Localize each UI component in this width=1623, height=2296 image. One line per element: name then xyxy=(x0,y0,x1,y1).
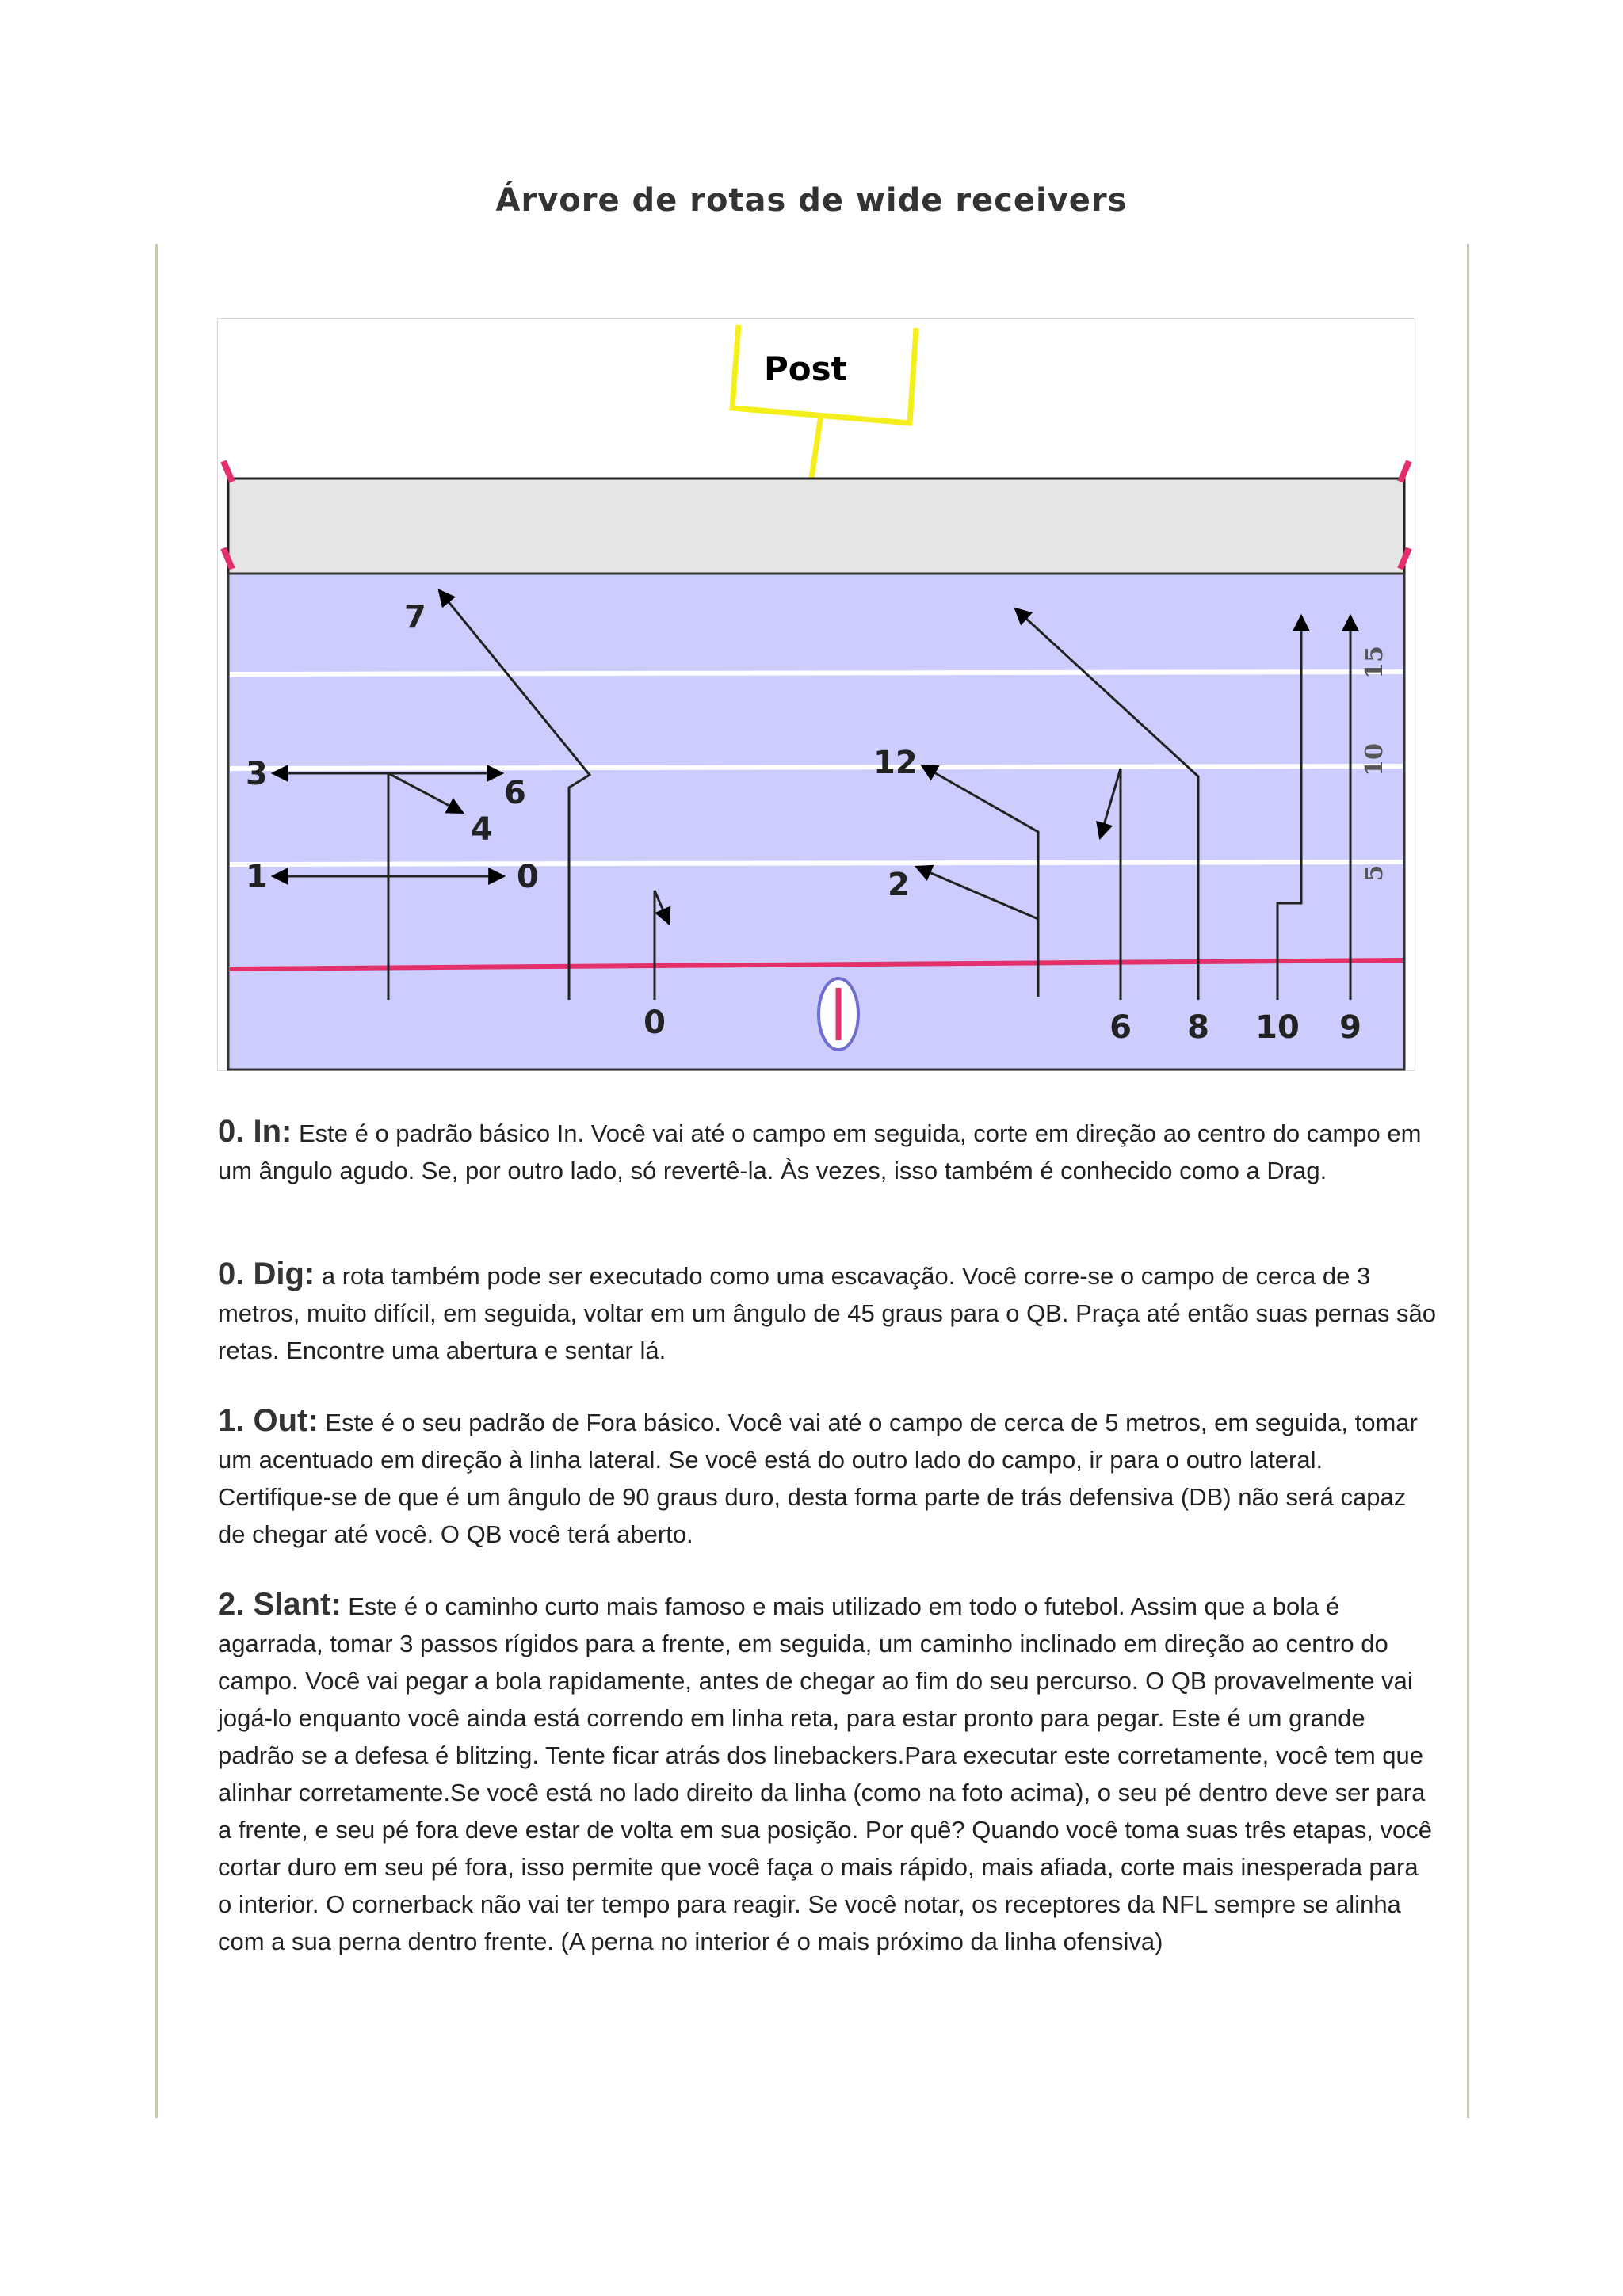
route-label-6: 6 xyxy=(504,775,526,811)
route-label-3: 3 xyxy=(246,756,268,792)
page-title: Árvore de rotas de wide receivers xyxy=(495,182,1128,219)
route-label-12: 12 xyxy=(873,745,918,781)
section-body: Este é o seu padrão de Fora básico. Você vai até o campo de cerca de 5 metros, em seguida, tomar um acentuado em direção à linha lateral. Se você está do outro lado do campo, ir para o outro lateral. Certifique-se de que é um ângulo de 90 graus duro, desta forma parte de trás defensiva (DB) não será capaz de chegar até você. O QB você terá aberto. xyxy=(218,1409,1418,1548)
route-label-0: 0 xyxy=(517,859,539,895)
route-label-7: 7 xyxy=(404,599,426,635)
bottom-label-6: 6 xyxy=(1109,1009,1132,1046)
end-zone xyxy=(228,479,1404,574)
section-heading: 2. Slant: xyxy=(218,1587,342,1622)
football-icon xyxy=(819,978,858,1050)
bottom-label-0: 0 xyxy=(643,1005,666,1041)
section-in xyxy=(218,1113,1438,1189)
playing-field xyxy=(228,574,1404,1070)
bottom-label-10: 10 xyxy=(1255,1009,1300,1046)
post-label: Post xyxy=(764,349,847,388)
bottom-label-8: 8 xyxy=(1187,1009,1209,1046)
section-body: a rota também pode ser executado como uma escavação. Você corre-se o campo de cerca de 3 metros, muito difícil, em seguida, voltar em um ângulo de 45 graus para o QB. Praça até então suas pernas são retas. Encontre uma abertura e sentar lá. xyxy=(218,1262,1437,1364)
route-label-2: 2 xyxy=(888,867,910,903)
route-descriptions xyxy=(218,1113,1438,1960)
section-body: Este é o padrão básico In. Você vai até o campo em seguida, corte em direção ao centro do campo em um ângulo agudo. Se, por outro lado, só revertê-la. Às vezes, isso também é conhecido como a Drag. xyxy=(218,1119,1422,1184)
section-dig xyxy=(218,1256,1438,1369)
yard-number-15: 15 xyxy=(1361,646,1388,679)
section-slant xyxy=(218,1586,1438,1960)
section-heading: 0. In: xyxy=(218,1114,292,1149)
section-heading: 1. Out: xyxy=(218,1403,319,1438)
bottom-label-9: 9 xyxy=(1339,1009,1361,1046)
route-label-1: 1 xyxy=(246,859,268,895)
route-tree-diagram xyxy=(217,318,1415,1071)
left-divider xyxy=(155,244,158,2118)
yard-number-5: 5 xyxy=(1361,864,1388,882)
route-label-4: 4 xyxy=(471,811,493,848)
section-body: Este é o caminho curto mais famoso e mais utilizado em todo o futebol. Assim que a bola é agarrada, tomar 3 passos rígidos para a frente, em seguida, um caminho inclinado em direção ao centro do campo. Você vai pegar a bola rapidamente, antes de chegar ao fim do seu percurso. O QB provavelmente vai jogá-lo enquanto você ainda está correndo em linha reta, para estar pronto para pegar. Este é um grande padrão se a defesa é blitzing. Tente ficar atrás dos linebackers.Para executar este corretamente, você tem que alinhar corretamente.Se você está no lado direito da linha (como na foto acima), o seu pé dentro deve ser para a frente, e seu pé fora deve estar de volta em sua posição. Por quê? Quando você toma suas três etapas, você cortar duro em seu pé fora, isso permite que você faça o mais rápido, mais afiada, corte mais inesperada para o interior. O cornerback não vai ter tempo para reagir. Se você notar, os receptores da NFL sempre se alinha com a sua perna dentro frente. (A perna no interior é o mais próximo da linha ofensiva) xyxy=(218,1592,1432,1955)
section-heading: 0. Dig: xyxy=(218,1257,315,1291)
right-divider xyxy=(1467,244,1469,2118)
yard-number-10: 10 xyxy=(1361,743,1388,776)
section-out xyxy=(218,1402,1438,1553)
